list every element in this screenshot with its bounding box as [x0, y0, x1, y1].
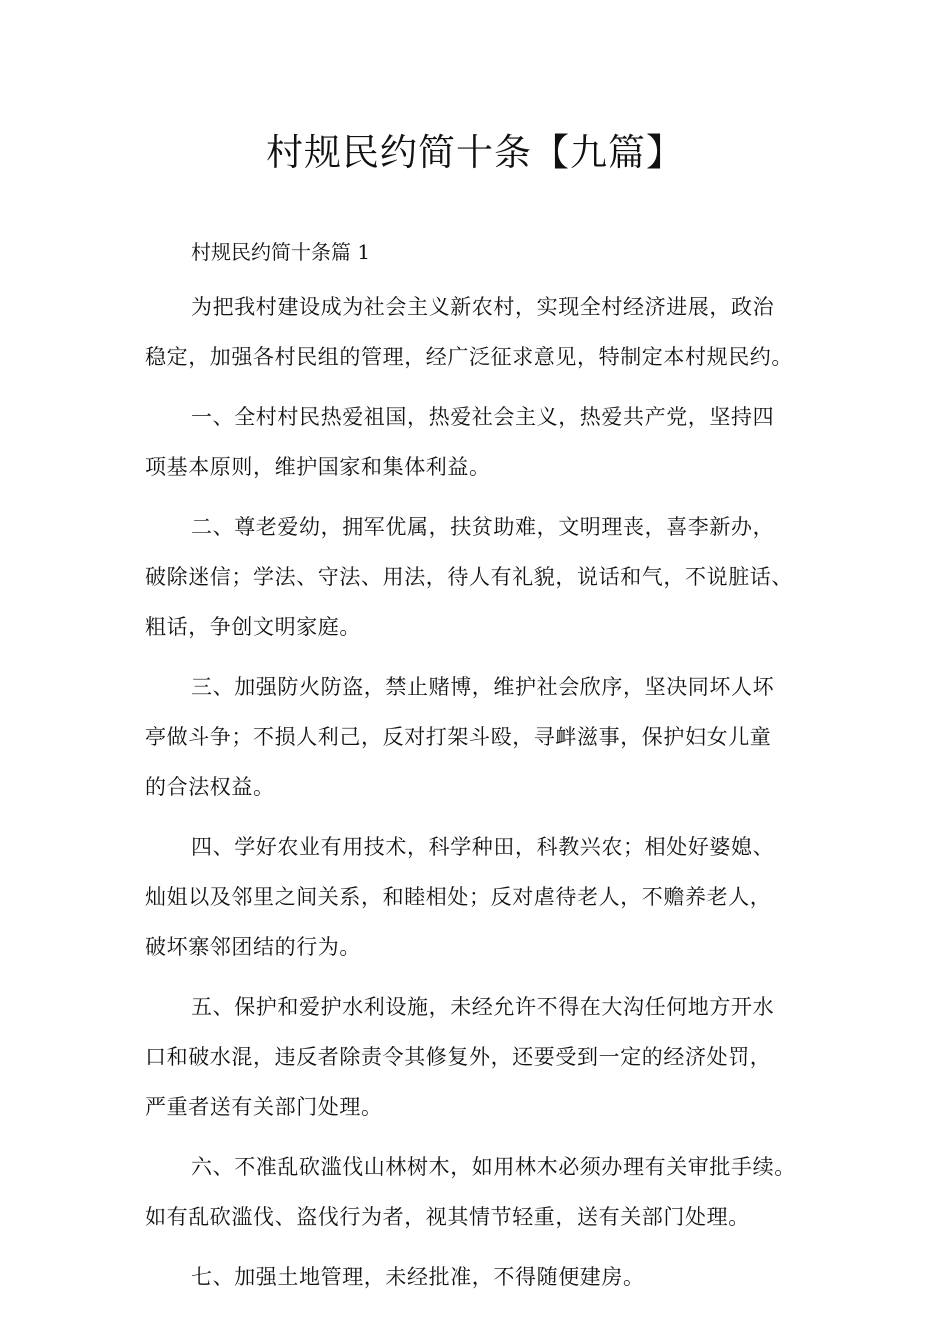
text-line: 五、保护和爱护水利设施，未经允许不得在大沟任何地方开水 — [191, 995, 775, 1019]
document-body — [145, 232, 825, 1302]
text-line: 三、加强防火防盗，禁止赌博，维护社会欣序，坚决同坏人坏 — [191, 675, 775, 699]
paragraph-intro — [145, 272, 825, 382]
text-line: 稳定，加强各村民组的管理，经广泛征求意见，特制定本村规民约。 — [145, 345, 793, 369]
paragraph-article-5 — [145, 972, 825, 1132]
text-line: 的合法权益。 — [145, 775, 275, 799]
text-line: 为把我村建设成为社会主义新农村，实现全村经济进展，政治 — [191, 295, 775, 319]
paragraph-article-4 — [145, 812, 825, 972]
text-line: 六、不准乱砍滥伐山林树木，如用林木必须办理有关审批手续。 — [191, 1155, 796, 1179]
text-line: 破坏寨邻团结的行为。 — [145, 935, 361, 959]
text-line: 如有乱砍滥伐、盗伐行为者，视其情节轻重，送有关部门处理。 — [145, 1205, 750, 1229]
paragraph-article-2 — [145, 492, 825, 652]
text-line: 破除迷信；学法、守法、用法，待人有礼貌，说话和气，不说脏话、 — [145, 565, 793, 589]
paragraph-article-3 — [145, 652, 825, 812]
section-subheading: 村规民约简十条篇 1 — [191, 240, 371, 264]
document-title: 村规民约简十条【九篇】 — [266, 131, 684, 174]
text-line: 四、学好农业有用技术，科学种田，科教兴农；相处好婆媳、 — [191, 835, 775, 859]
paragraph-article-6 — [145, 1132, 825, 1242]
text-line: 灿姐以及邻里之间关系，和睦相处；反对虐待老人，不赡养老人， — [145, 885, 772, 909]
paragraph-article-1 — [145, 382, 825, 492]
text-line: 一、全村村民热爱祖国，热爱社会主义，热爱共产党，坚持四 — [191, 405, 775, 429]
text-line: 严重者送有关部门处理。 — [145, 1095, 383, 1119]
paragraph-article-7 — [145, 1242, 825, 1302]
text-line: 亭做斗争；不损人利己，反对打架斗殴，寻衅滋事，保护妇女儿童 — [145, 725, 772, 749]
text-line: 口和破水混，违反者除责令其修复外，还要受到一定的经济处罚， — [145, 1045, 772, 1069]
text-line: 二、尊老爱幼，拥军优属，扶贫助难，文明理丧，喜李新办， — [191, 515, 775, 539]
text-line: 项基本原则，维护国家和集体利益。 — [145, 455, 491, 479]
text-line: 七、加强土地管理，未经批准，不得随便建房。 — [191, 1265, 645, 1289]
text-line: 粗话，争创文明家庭。 — [145, 615, 361, 639]
